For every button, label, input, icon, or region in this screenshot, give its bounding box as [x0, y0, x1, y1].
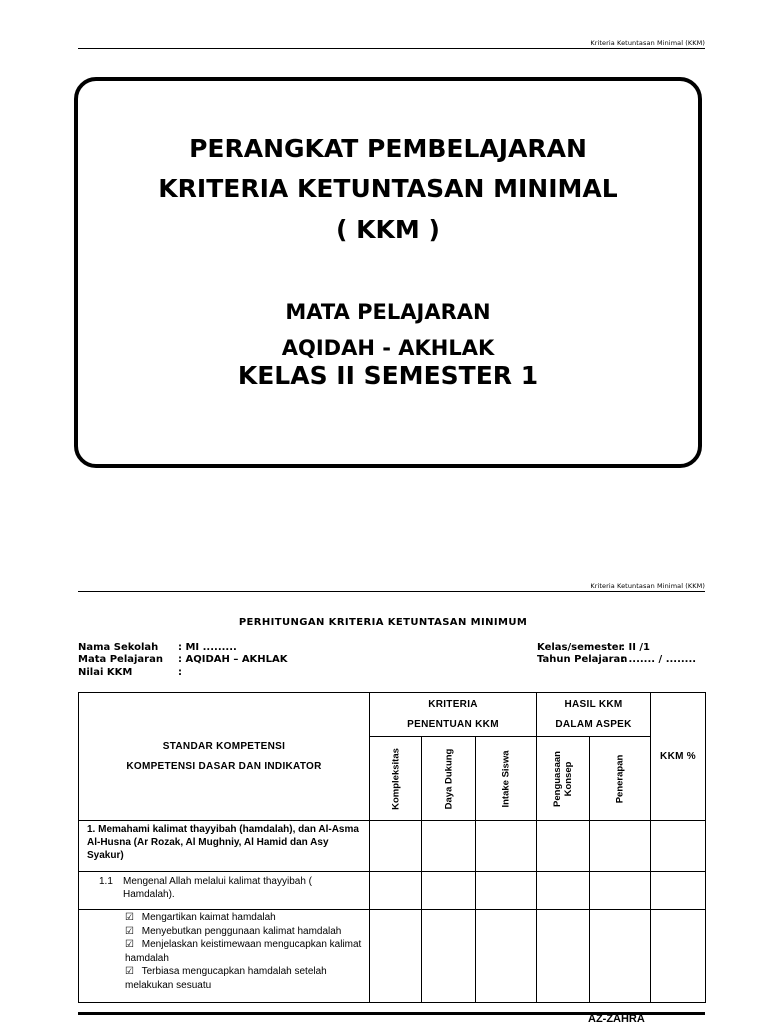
- indicator-text: Menjelaskan keistimewaan mengucapkan kalimat hamdalah: [125, 939, 362, 964]
- header-standar-line2: KOMPETENSI DASAR DAN INDIKATOR: [126, 760, 322, 772]
- header-kompleksitas: [370, 737, 422, 821]
- indicator-item: [125, 965, 367, 992]
- table-row-kd: [79, 872, 706, 910]
- indicator-item: [125, 911, 367, 925]
- field-label-class: Kelas/semester: [537, 642, 624, 653]
- indicator-text: Mengartikan kaimat hamdalah: [141, 912, 276, 923]
- row-kd-cell: [79, 872, 370, 910]
- header-rule-top: [78, 48, 705, 49]
- cell-empty: [537, 821, 590, 872]
- field-label-year: Tahun Pelajaran: [537, 654, 628, 665]
- checkbox-icon: ☑: [125, 925, 134, 937]
- header-penguasaan-label: [552, 751, 574, 807]
- cell-empty: [651, 872, 706, 910]
- field-label-school: Nama Sekolah: [78, 642, 159, 653]
- header-kompleksitas-label: Kompleksitas: [390, 747, 401, 810]
- cover-line-kkm: ( KKM ): [336, 215, 440, 244]
- indicator-text: Menyebutkan penggunaan kalimat hamdalah: [141, 925, 342, 937]
- field-label-subject: Mata Pelajaran: [78, 654, 163, 665]
- header-kkm-percent: KKM %: [651, 693, 706, 821]
- field-label-kkm: Nilai KKM: [78, 667, 133, 678]
- field-value-school: : MI .........: [178, 642, 237, 653]
- document-title: PERHITUNGAN KRITERIA KETUNTASAN MINIMUM: [238, 617, 528, 628]
- cell-empty: [590, 821, 651, 872]
- cell-empty: [422, 821, 476, 872]
- cell-empty: [651, 821, 706, 872]
- cell-empty: [370, 821, 422, 872]
- cell-empty: [590, 910, 651, 1003]
- field-value-kkm: :: [178, 667, 182, 678]
- cell-empty: [537, 872, 590, 910]
- header-penerapan-label: Penerapan: [614, 754, 626, 803]
- cell-empty: [590, 872, 651, 910]
- indicator-item: [125, 938, 367, 965]
- cell-empty: [422, 910, 476, 1003]
- row-indicators-cell: [79, 910, 370, 1003]
- running-header-top: Kriteria Ketuntasan Minimal (KKM): [590, 39, 705, 47]
- header-hasil-line2: DALAM ASPEK: [555, 718, 632, 730]
- cover-line-perangkat: PERANGKAT PEMBELAJARAN: [189, 134, 587, 163]
- cell-empty: [537, 910, 590, 1003]
- footer-label: AZ-ZAHRA: [588, 1013, 645, 1025]
- header-penguasaan-konsep: [537, 737, 590, 821]
- cell-empty: [476, 821, 537, 872]
- cell-empty: [476, 872, 537, 910]
- cell-empty: [370, 910, 422, 1003]
- row-kd-text: Mengenal Allah melalui kalimat thayyibah ( Hamdalah).: [123, 876, 312, 900]
- header-kriteria-line2: PENENTUAN KKM: [407, 718, 499, 730]
- cell-empty: [370, 872, 422, 910]
- header-daya-dukung: [422, 737, 476, 821]
- header-intake-label: Intake Siswa: [500, 749, 512, 808]
- cell-empty: [651, 910, 706, 1003]
- checkbox-icon: ☑: [125, 912, 134, 923]
- cell-empty: [422, 872, 476, 910]
- kkm-table: [78, 692, 706, 1003]
- table-row-standar: [79, 821, 706, 872]
- cover-line-subject: AQIDAH - AKHLAK: [281, 336, 495, 360]
- indicator-text: Terbiasa mengucapkan hamdalah setelah melakukan sesuatu: [125, 966, 327, 991]
- field-value-subject: : AQIDAH – AKHLAK: [178, 654, 288, 665]
- header-rule-second: [78, 591, 705, 592]
- table-row-indicators: [79, 910, 706, 1003]
- header-penguasaan-line2: Konsep: [563, 761, 575, 796]
- field-value-year: : ....... / ........: [621, 654, 697, 665]
- header-standar-kompetensi: [79, 693, 370, 821]
- header-hasil-group: [537, 693, 651, 737]
- field-value-class: : II /1: [621, 642, 651, 653]
- cell-empty: [476, 910, 537, 1003]
- cover-line-kriteria: KRITERIA KETUNTASAN MINIMAL: [158, 174, 618, 203]
- header-kriteria-group: [370, 693, 537, 737]
- running-header-second: Kriteria Ketuntasan Minimal (KKM): [590, 582, 705, 590]
- header-standar-line1: STANDAR KOMPETENSI: [162, 740, 286, 752]
- cover-line-mata-pelajaran: MATA PELAJARAN: [285, 300, 491, 324]
- checkbox-icon: ☑: [125, 939, 134, 950]
- header-kriteria-line1: KRITERIA: [428, 698, 478, 710]
- checkbox-icon: ☑: [125, 966, 134, 977]
- header-hasil-line1: HASIL KKM: [564, 698, 623, 710]
- header-penerapan: [590, 737, 651, 821]
- header-intake-siswa: [476, 737, 537, 821]
- indicator-item: [125, 925, 367, 939]
- header-penguasaan-line1: Penguasaan: [552, 750, 564, 807]
- cover-box: [74, 77, 702, 468]
- header-daya-dukung-label: Daya Dukung: [443, 748, 454, 809]
- row-standar-text: 1. Memahami kalimat thayyibah (hamdalah), dan Al-Asma Al-Husna (Ar Rozak, Al Mughniy, Al Hamid dan Asy Syakur): [79, 821, 370, 872]
- row-kd-number: 1.1: [99, 876, 113, 887]
- cover-line-class: KELAS II SEMESTER 1: [237, 361, 539, 390]
